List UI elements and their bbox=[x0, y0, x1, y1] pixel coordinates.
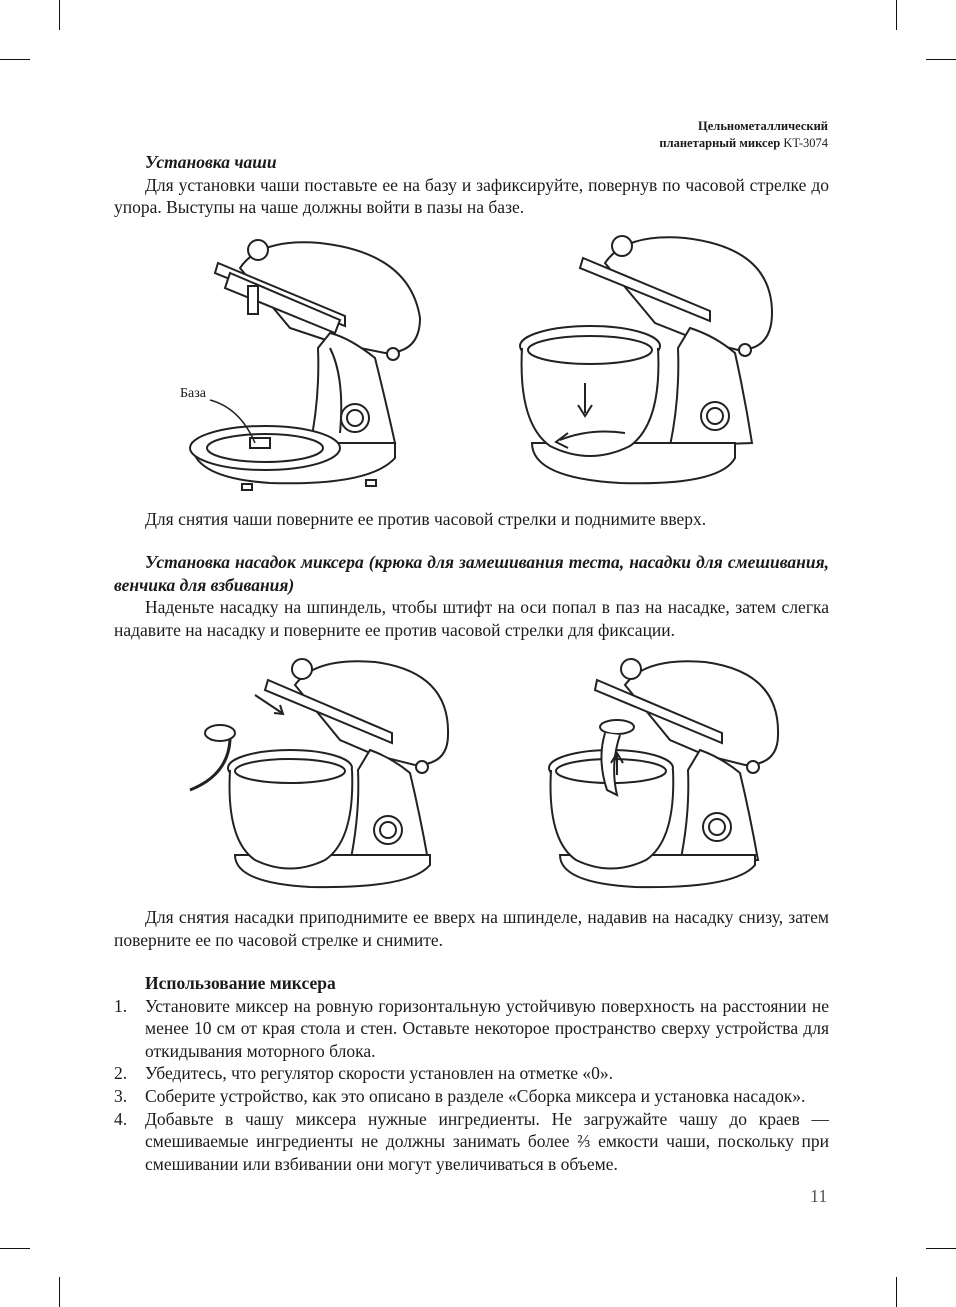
attachments-text: Наденьте насадку на шпиндель, чтобы штифт на оси попал в паз на насадке, затем слегка надавите на насадку и поверните ее против часовой стрелки для фиксации. bbox=[114, 597, 829, 640]
list-item bbox=[114, 1085, 829, 1108]
attachments-removal bbox=[114, 906, 829, 951]
list-item bbox=[114, 995, 829, 1063]
step-text: Установите миксер на ровную горизонтальную устойчивую поверхность на расстоянии не менее 10 см от края стола и стен. Оставьте некоторое пространство сверху устройства для откидывания моторного блока. bbox=[145, 995, 829, 1061]
list-item bbox=[114, 1108, 829, 1176]
attachments-section bbox=[114, 551, 829, 641]
bowl-text: Для установки чаши поставьте ее на базу и зафиксируйте, повернув по часовой стрелке до упора. Выступы на чаше должны войти в пазы на базе. bbox=[114, 174, 829, 218]
attachments-removal-text: Для снятия насадки приподнимите ее вверх на шпинделе, надавив на насадку снизу, затем поверните ее по часовой стрелке и снимите. bbox=[114, 907, 829, 950]
header-model: KT-3074 bbox=[783, 136, 828, 150]
figure-attach-hook bbox=[170, 655, 455, 895]
crop-mark bbox=[896, 0, 897, 30]
page-number: 11 bbox=[810, 1186, 828, 1206]
step-number: 2. bbox=[114, 1063, 128, 1084]
crop-mark bbox=[59, 1277, 60, 1307]
step-number: 4. bbox=[114, 1108, 128, 1129]
label-base: База bbox=[180, 386, 206, 401]
list-item bbox=[114, 1062, 829, 1085]
usage-steps bbox=[114, 995, 829, 1176]
crop-mark bbox=[926, 1248, 956, 1249]
header-line1: Цельнометаллический bbox=[698, 119, 828, 133]
bowl-removal bbox=[114, 508, 829, 531]
step-number: 3. bbox=[114, 1085, 128, 1106]
crop-mark bbox=[59, 0, 60, 30]
figure-hook-installed bbox=[545, 655, 785, 895]
step-number: 1. bbox=[114, 995, 128, 1016]
crop-mark bbox=[0, 1248, 30, 1249]
crop-mark bbox=[896, 1277, 897, 1307]
running-header bbox=[659, 118, 828, 152]
step-text: Соберите устройство, как это описано в разделе «Сборка миксера и установка насадок». bbox=[145, 1085, 806, 1106]
crop-mark bbox=[926, 59, 956, 60]
figure-mixer-with-bowl bbox=[510, 228, 790, 496]
step-text: Убедитесь, что регулятор скорости установлен на отметке «0». bbox=[145, 1063, 613, 1084]
header-line2: планетарный миксер bbox=[659, 136, 781, 150]
step-text: Добавьте в чашу миксера нужные ингредиенты. Не загружайте чашу до краев — смешиваемые ингредиенты не должны занимать более ⅔ емкости чаши, поскольку при смешивании или взбивании они могут увеличиваться в объеме. bbox=[145, 1108, 829, 1174]
bowl-removal-text: Для снятия чаши поверните ее против часовой стрелки и поднимите вверх. bbox=[145, 509, 707, 529]
attachments-title: Установка насадок миксера (крюка для замешивания теста, насадки для смешивания, венчика для взбивания) bbox=[114, 552, 829, 595]
bowl-section bbox=[114, 151, 829, 219]
crop-mark bbox=[0, 59, 30, 60]
usage-title: Использование миксера bbox=[145, 973, 336, 993]
usage-section bbox=[114, 972, 829, 1175]
bowl-title: Установка чаши bbox=[145, 152, 277, 172]
figure-mixer-no-bowl bbox=[170, 228, 450, 496]
